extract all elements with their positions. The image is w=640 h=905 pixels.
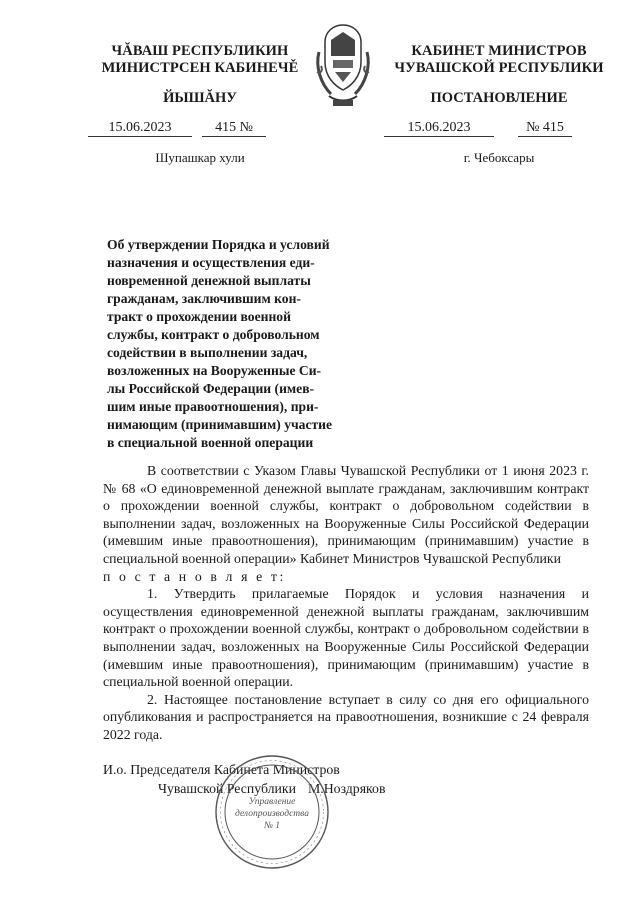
title-line: тракт о прохождении военной bbox=[107, 309, 291, 324]
right-date: 15.06.2023 bbox=[384, 120, 494, 137]
signature-title-line2: Чувашской Республики bbox=[158, 781, 297, 796]
resolves-line: п о с т а н о в л я е т: bbox=[103, 568, 286, 584]
header-right bbox=[384, 43, 614, 77]
header-right-line2: ЧУВАШСКОЙ РЕСПУБЛИКИ bbox=[394, 60, 604, 76]
stamp-text bbox=[212, 796, 332, 832]
item-2-paragraph: 2. Настоящее постановление вступает в силу со дня его официального опубликования и распространяется на правоотношения, возникшие с 24 февраля 2022 года. bbox=[103, 691, 589, 742]
left-number: 415 № bbox=[202, 120, 266, 137]
header-right-line1: КАБИНЕТ МИНИСТРОВ bbox=[411, 43, 587, 59]
title-line: лы Российской Федерации (имев- bbox=[107, 381, 315, 396]
title-line: нимающим (принимавшим) участие bbox=[107, 417, 333, 432]
title-line: шим иные правоотношения), при- bbox=[107, 399, 319, 414]
item-1-paragraph: 1. Утвердить прилагаемые Порядок и условия назначения и осуществления единовременной денежной выплаты гражданам, заключившим контракт о прохождении военной службы, контракт о добровольном содействии в выполнении задач, возложенных на Вооруженные Силы Российской Федерации (имевшим иные правоотношения), принимающим (принимавшим) участие в специальной военной операции. bbox=[103, 586, 589, 690]
official-stamp bbox=[212, 752, 332, 872]
preamble-paragraph: В соответствии с Указом Главы Чувашской Республики от 1 июня 2023 г. № 68 «О единовременной денежной выплате гражданам, заключившим контракт о прохождении военной службы, контракт о добровольном содействии в выполнении задач, возложенных на Вооруженные Силы Российской Федерации (имевшим иные правоотношения), принимающим (принимавшим) участие в специальной военной операции» Кабинет Министров Чувашской Республики bbox=[103, 463, 589, 566]
right-city: г. Чебоксары bbox=[463, 150, 535, 165]
left-city: Шупашкар хули bbox=[155, 150, 245, 165]
title-line: гражданам, заключившим кон- bbox=[107, 291, 301, 306]
document-title bbox=[107, 236, 343, 452]
header-left bbox=[100, 43, 300, 77]
stamp-line3: № 1 bbox=[263, 821, 281, 831]
title-line: в специальной военной операции bbox=[107, 435, 314, 450]
title-line: назначения и осуществления еди- bbox=[107, 255, 315, 270]
left-date: 15.06.2023 bbox=[88, 120, 192, 137]
document-body bbox=[103, 462, 589, 744]
right-number: № 415 bbox=[518, 120, 572, 137]
stamp-line1: Управление bbox=[248, 797, 296, 807]
title-line: службы, контракт о добровольном bbox=[107, 327, 320, 342]
header-left-doctype: ЙЫШĂНУ bbox=[163, 90, 237, 106]
header-left-line2: МИНИСТРСЕН КАБИНЕЧĚ bbox=[101, 60, 299, 76]
title-line: новременной денежной выплаты bbox=[107, 273, 311, 288]
signature-name: М.Ноздряков bbox=[308, 781, 386, 796]
title-line: возложенных на Вооруженные Си- bbox=[107, 363, 322, 378]
coat-of-arms-emblem bbox=[311, 22, 375, 110]
title-line: Об утверждении Порядка и условий bbox=[107, 237, 330, 252]
header-left-line1: ЧĂВАШ РЕСПУБЛИКИН bbox=[111, 43, 289, 59]
header-right-doctype: ПОСТАНОВЛЕНИЕ bbox=[430, 90, 568, 106]
title-line: содействии в выполнении задач, bbox=[107, 345, 308, 360]
stamp-line2: делопроизводства bbox=[235, 809, 309, 819]
signature-title-line1: И.о. Председателя Кабинета Министров bbox=[103, 762, 340, 777]
